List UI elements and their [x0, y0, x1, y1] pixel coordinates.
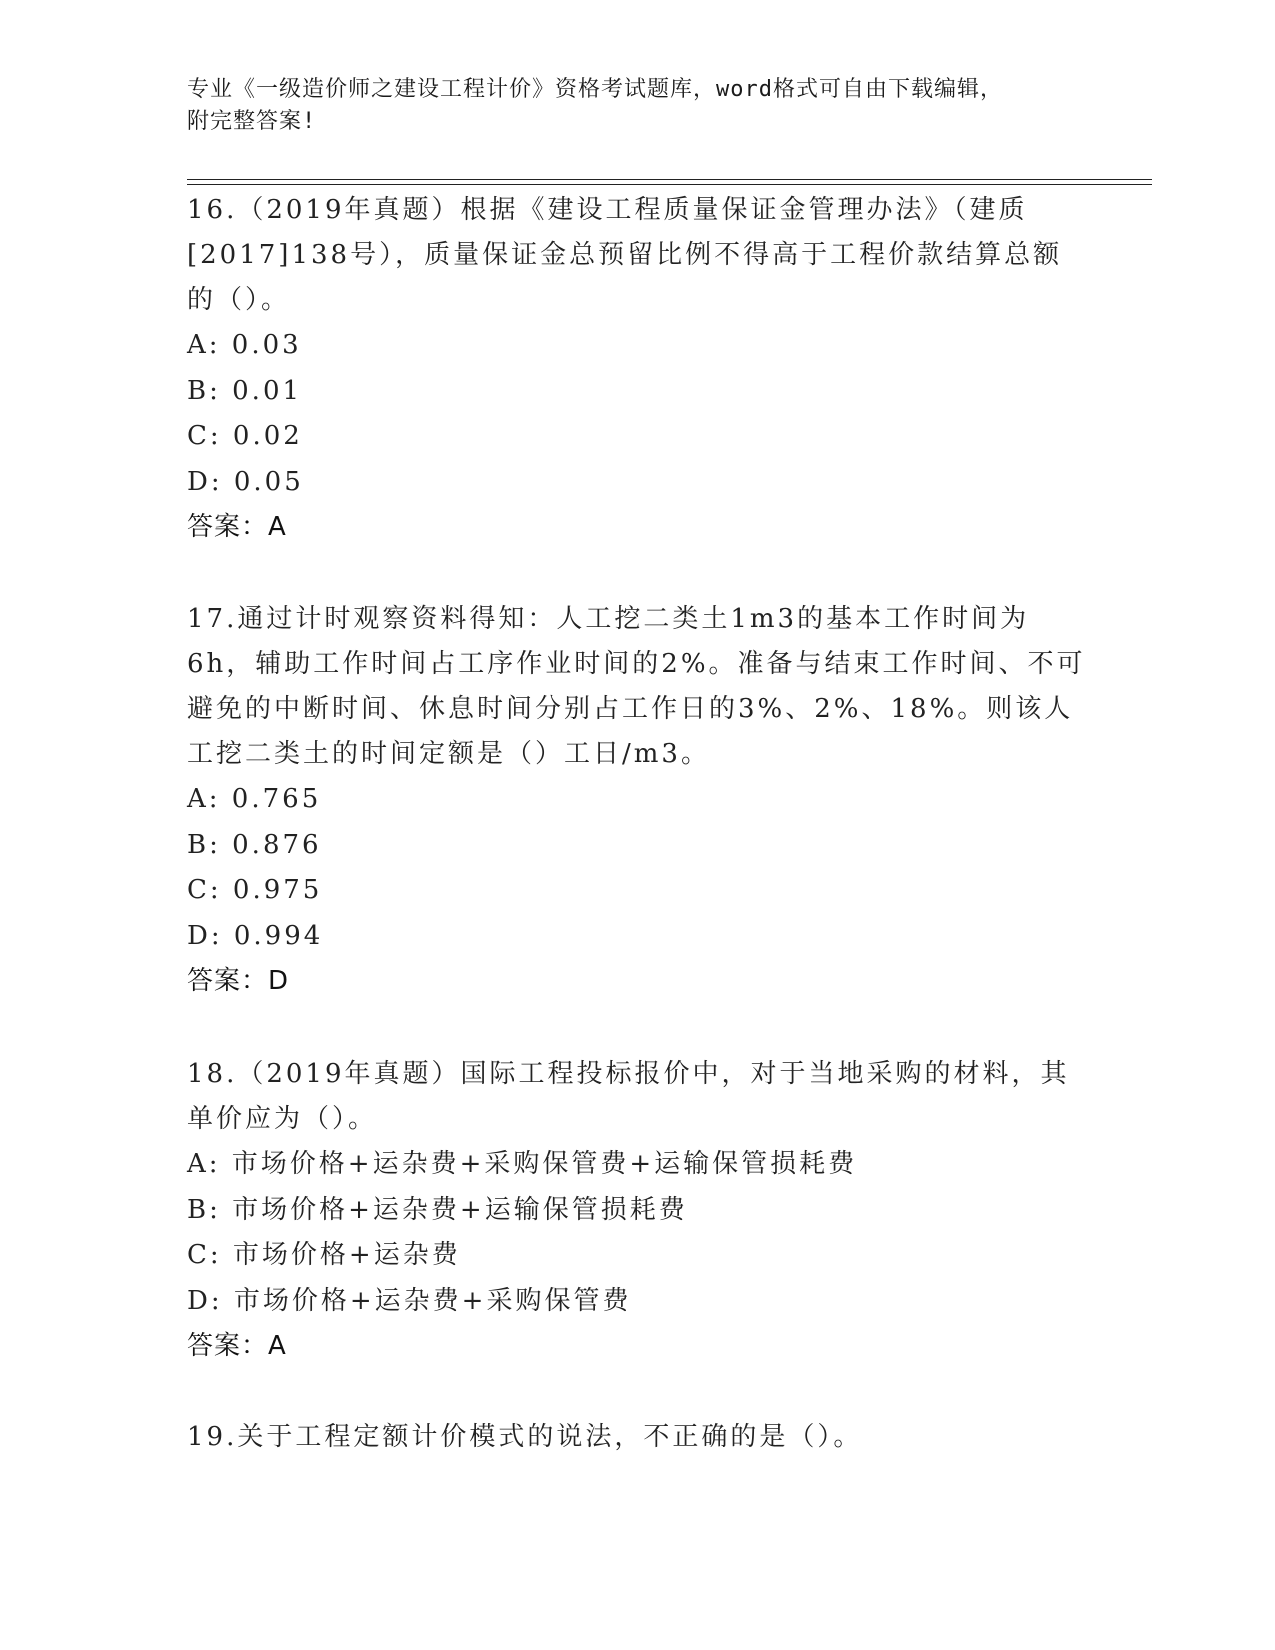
answer: 答案：A	[187, 1331, 287, 1361]
option-a: A: 市场价格+运杂费+采购保管费+运输保管损耗费	[187, 1149, 858, 1179]
question-16	[187, 188, 1087, 550]
option-b: B: 市场价格+运杂费+运输保管损耗费	[187, 1194, 688, 1225]
option-b: B: 0.01	[187, 375, 303, 406]
question-17	[187, 597, 1087, 1004]
option-c: C: 0.02	[187, 421, 303, 451]
answer: 答案：D	[187, 966, 290, 996]
answer: 答案：A	[187, 512, 287, 542]
question-18	[187, 1052, 1087, 1369]
header-divider-top	[187, 179, 1152, 180]
header-line-1: 专业《一级造价师之建设工程计价》资格考试题库，word格式可自由下载编辑，	[187, 77, 1003, 102]
question-19	[187, 1415, 1087, 1460]
option-a: A: 0.03	[187, 330, 302, 360]
document-header	[187, 74, 1087, 138]
option-c: C: 市场价格+运杂费	[187, 1240, 461, 1270]
option-d: D: 市场价格+运杂费+采购保管费	[187, 1285, 632, 1316]
option-b: B: 0.876	[187, 829, 322, 860]
option-d: D: 0.994	[187, 920, 324, 951]
option-c: C: 0.975	[187, 875, 323, 905]
option-d: D: 0.05	[187, 466, 304, 497]
option-a: A: 0.765	[187, 784, 322, 814]
question-stem: 19.关于工程定额计价模式的说法，不正确的是（）。	[187, 1422, 863, 1452]
question-stem: 17.通过计时观察资料得知：人工挖二类土1m3的基本工作时间为6h，辅助工作时间占工序作业时间的2%。准备与结束工作时间、不可避免的中断时间、休息时间分别占工作日的3%、2%、18%。则该人工挖二类土的时间定额是（）工日/m3。	[187, 604, 1086, 769]
question-stem: 16.（2019年真题）根据《建设工程质量保证金管理办法》（建质[2017]138号），质量保证金总预留比例不得高于工程价款结算总额的（）。	[187, 195, 1063, 315]
question-stem: 18.（2019年真题）国际工程投标报价中，对于当地采购的材料，其单价应为（）。	[187, 1059, 1070, 1134]
header-line-2: 附完整答案!	[187, 109, 317, 134]
header-divider-bottom	[187, 184, 1152, 185]
